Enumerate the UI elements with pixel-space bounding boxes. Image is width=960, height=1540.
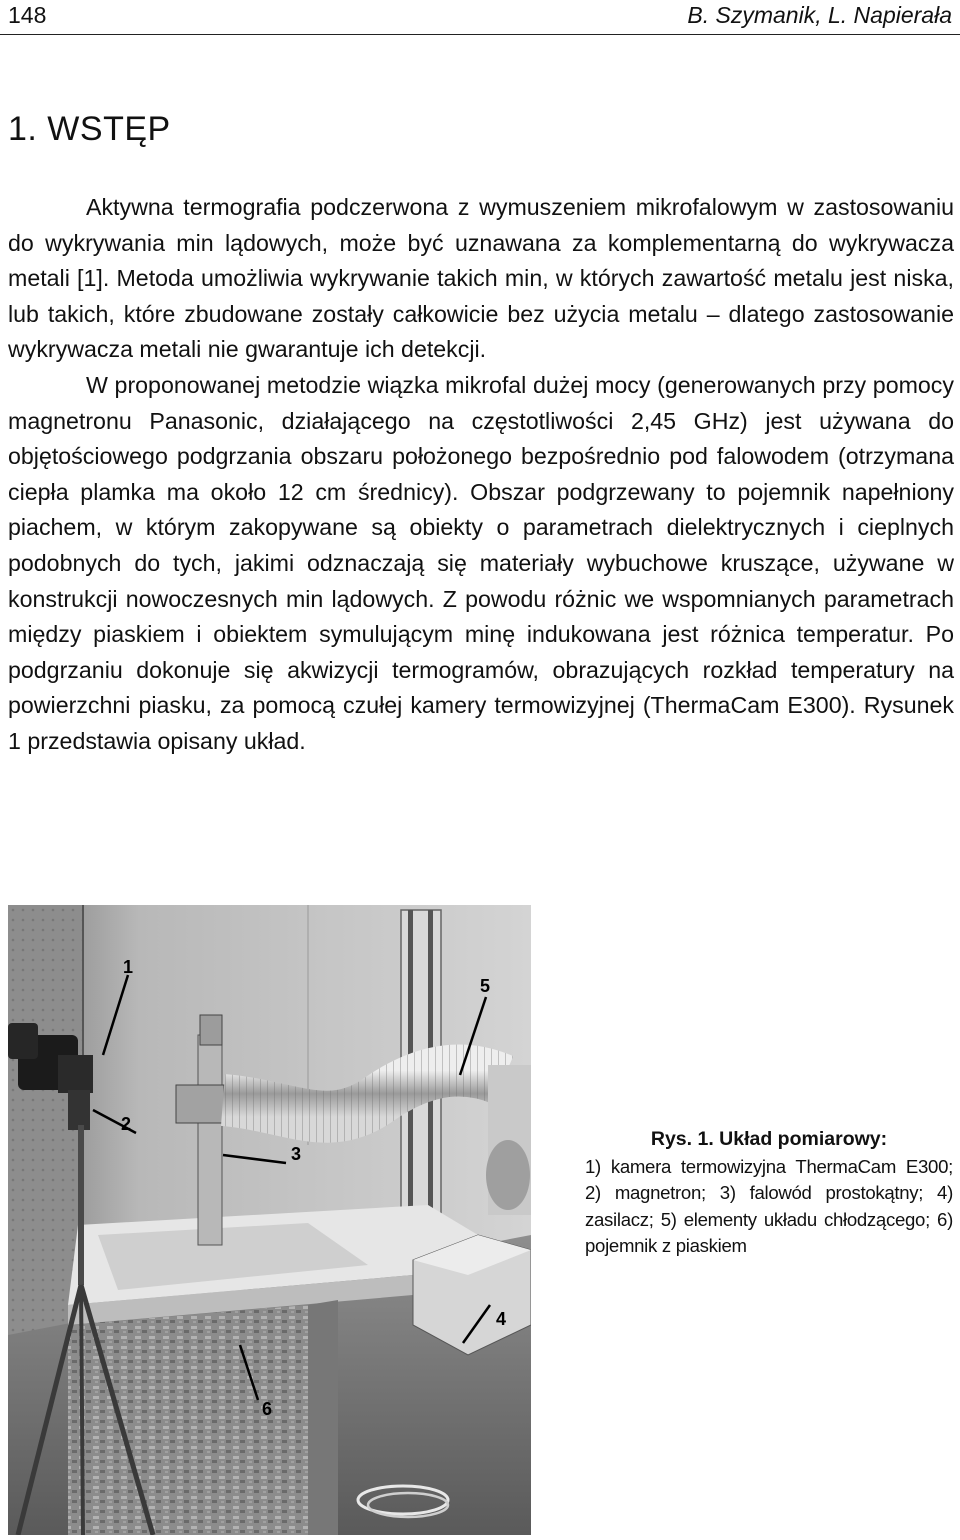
figure-label: 4 bbox=[496, 1309, 507, 1329]
measurement-setup-photo bbox=[8, 905, 531, 1535]
header-rule bbox=[0, 34, 960, 35]
page-header bbox=[0, 0, 960, 36]
page-number: 148 bbox=[8, 2, 47, 28]
caption-body: 1) kamera termowizyjna ThermaCam E300; 2) magnetron; 3) falowód prostokątny; 4) zasilacz; 5) elementy układu chłodzącego; 6) pojemnik z piaskiem bbox=[585, 1155, 953, 1256]
paragraph: Aktywna termografia podczerwona z wymuszeniem mikrofalowym w zastosowaniu do wykrywania min lądowych, może być uznawana za komplementarną do wykrywacza metali [1]. Metoda umożliwia wykrywanie takich min, w których zawartość metalu jest niska, lub takich, które zbudowane zostały całkowicie bez użycia metalu – dlatego zastosowanie wykrywacza metali nie gwarantuje ich detekcji. bbox=[8, 194, 954, 363]
section-title: 1. WSTĘP bbox=[8, 110, 171, 148]
paragraph: W proponowanej metodzie wiązka mikrofal dużej mocy (generowanych przy pomocy magnetronu Panasonic, działającego na częstotliwości 2,45 GHz) jest używana do objętościowego podgrzania obszaru położonego bezpośrednio pod falowodem (otrzymana ciepła plamka ma około 12 cm średnicy). Obszar podgrzewany to pojemnik napełniony piachem, w którym zakopywane są obiekty o parametrach dielektrycznych i cieplnych podobnych do tych, jakimi odznaczają się materiały wybuchowe kruszące, używane w konstrukcji nowoczesnych min lądowych. Z powodu różnic we wspomnianych parametrach między piaskiem i obiektem symulującym minę indukowana jest różnica temperatur. Po podgrzaniu dokonuje się akwizycji termogramów, obrazujących rozkład temperatury na powierzchni piasku, za pomocą czułej kamery termowizyjnej (ThermaCam E300). Rysunek 1 przedstawia opisany układ. bbox=[8, 371, 954, 754]
figure-caption bbox=[585, 1126, 953, 1260]
figure-label: 3 bbox=[291, 1144, 302, 1164]
body-text bbox=[8, 190, 954, 760]
caption-title: Rys. 1. Układ pomiarowy: bbox=[650, 1128, 888, 1150]
figure-label: 6 bbox=[262, 1399, 273, 1419]
figure-photo bbox=[8, 905, 531, 1535]
figure-label: 2 bbox=[121, 1114, 132, 1134]
running-head: B. Szymanik, L. Napierała bbox=[687, 2, 952, 28]
figure-label: 5 bbox=[480, 976, 491, 996]
figure-label: 1 bbox=[123, 957, 134, 977]
